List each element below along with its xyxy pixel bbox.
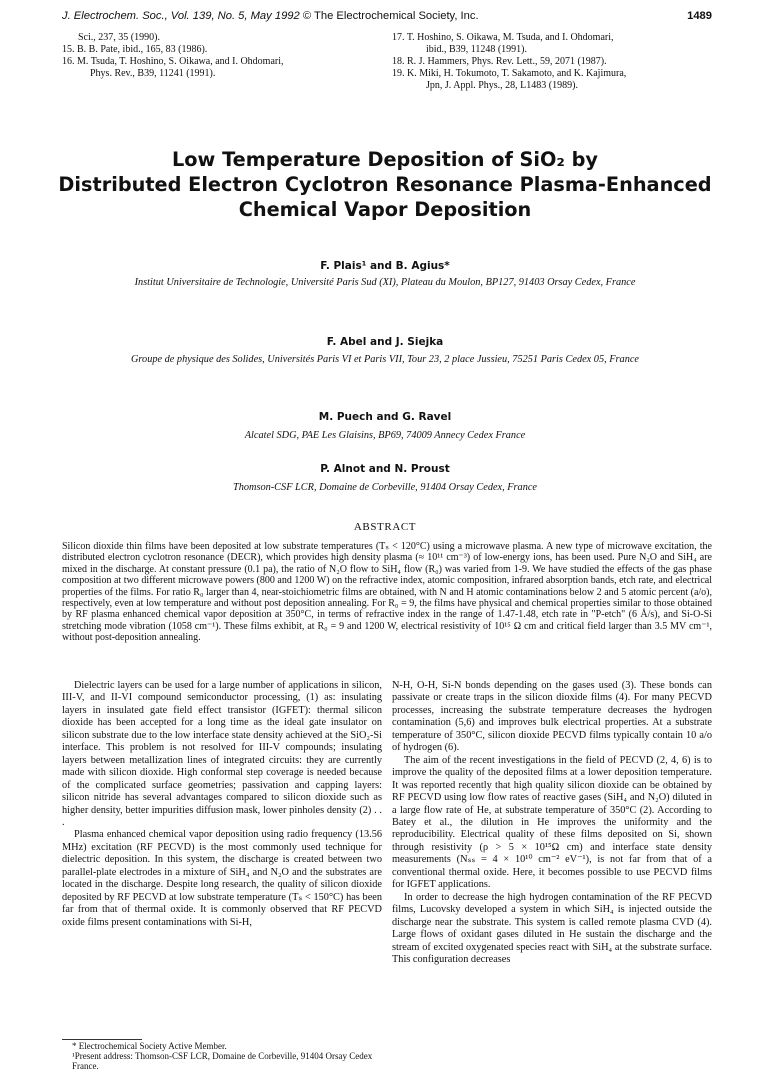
footnotes [62, 1041, 382, 1071]
reference-line: 15. B. B. Pate, ibid., 165, 83 (1986). [62, 44, 208, 55]
author-names: F. Abel and J. Siejka [326, 336, 444, 348]
abstract-heading: ABSTRACT [353, 521, 417, 533]
reference-line: 19. K. Miki, H. Tokumoto, T. Sakamoto, and K. Kajimura, [392, 68, 627, 79]
title-line: Distributed Electron Cyclotron Resonance Plasma-Enhanced [58, 173, 712, 196]
title-line: Low Temperature Deposition of SiO₂ by [172, 148, 598, 171]
reference-line: ibid., B39, 11248 (1991). [426, 44, 528, 55]
reference-line: 16. M. Tsuda, T. Hoshino, S. Oikawa, and I. Ohdomari, [62, 56, 284, 67]
title-line: Chemical Vapor Deposition [238, 198, 532, 221]
footnote-divider [62, 1039, 142, 1040]
author-affiliation: Thomson-CSF LCR, Domaine de Corbeville, 91404 Orsay Cedex, France [232, 482, 537, 493]
reference-line: Sci., 237, 35 (1990). [78, 32, 160, 43]
body-paragraph: Dielectric layers can be used for a large number of applications in silicon, III-V, and II-VI compound semiconductor processing, (1) as: insulating layers in insulated gate field effect transistor (IGFET): thermal silicon dioxide has been accepted for a long time as the ideal gate insulator on silicon substrate due to the low interface state density achieved at the SiO₂-Si interface. This problem is not resolved for III-V compounds; insulating layers between metallization lines of integrated circuits: they are currently made with silicon dioxide. High conformal step coverage is needed because of the complicated surface geometries; passivation and capping layers: silicon nitride has several advantages compared to silicon dioxide such as higher density, better impurities diffusion mask, lower pinholes density (2) . . . [62, 680, 382, 828]
body-column-left [62, 680, 382, 929]
page-number: 1489 [687, 10, 712, 22]
abstract-text: Silicon dioxide thin films have been deposited at low substrate temperatures (Tₛ < 120°C) using a microwave plasma. A new type of microwave excitation, the distributed electron cyclotron resonance (DECR), which provides high density plasma (≈ 10¹¹ cm⁻³) of low-energy ions, has been used. Pure N₂O and SiH₄ are mixed in the discharge. At constant pressure (0.1 pa), the ratio of N₂O flow to SiH₄ flow (R₀) was varied from 1-9. We have studied the effects of the gas phase composition at two different microwave powers (800 and 1200 W) on the refractive index, atomic composition, infrared absorption bands, etch rate, and electrical properties of the films. For ratio R₀ larger than 4, near-stoichiometric films are obtained, with N and H atomic contaminations below 2 and 5 atomic percent (a/o), respectively, even at low temperature and without post deposition annealing. For R₀ = 9, the films have physical and chemical properties similar to those obtained by RF plasma enhanced chemical vapor deposition at 350°C, in terms of refractive index in the range of 1.47-1.48, etch rate in "P-etch" (6 Å/s), and Si-O-Si stretching mode vibration (1058 cm⁻¹). These films exhibit, at R₀ = 9 and 1200 W, electrical resistivity of 10¹⁵ Ω cm and critical field larger than 3.5 MV cm⁻¹, without post-deposition annealing. [62, 541, 712, 644]
author-names: P. Alnot and N. Proust [320, 463, 450, 475]
body-paragraph: Plasma enhanced chemical vapor deposition using radio frequency (13.56 MHz) excitation (RF PECVD) is the most commonly used technique for dielectric deposition. In this system, the discharge is created between two parallel-plate electrodes in a mixture of SiH₄ and N₂O and the substrates are located in the discharge. Despite long research, the quality of silicon dioxide deposited by RF PECVD at low substrate temperature (Tₛ < 150°C) has been far from that of thermal oxide. It is commonly observed that RF PECVD oxide films present contaminations with Si-H, [62, 829, 382, 928]
copyright: © The Electrochemical Society, Inc. [302, 10, 479, 22]
author-names: M. Puech and G. Ravel [318, 411, 452, 423]
author-affiliation: Groupe de physique des Solides, Universités Paris VI et Paris VII, Tour 23, 2 place Jussieu, 75251 Paris Cedex 05, France [130, 354, 639, 365]
body-paragraph: In order to decrease the high hydrogen contamination of the RF PECVD films, Lucovsky developed a system in which SiH₄ is injected outside the discharge near the substrate. This system is called remote plasma CVD (4). Large flows of oxidant gases diluted in He sustain the discharge and the stream of excited oxygenated species react with SiH₄ at the substrate surface. This configuration decreases [392, 891, 712, 965]
references-right [392, 32, 712, 92]
reference-line: Jpn, J. Appl. Phys., 28, L1483 (1989). [426, 80, 578, 91]
reference-line: Phys. Rev., B39, 11241 (1991). [90, 68, 216, 79]
author-affiliation: Institut Universitaire de Technologie, Université Paris Sud (XI), Plateau du Moulon, BP127, 91403 Orsay Cedex, France [134, 277, 636, 288]
footnote: ¹Present address: Thomson-CSF LCR, Domaine de Corbeville, 91404 Orsay Cedex France. [72, 1051, 373, 1071]
footnote: * Electrochemical Society Active Member. [72, 1041, 227, 1051]
reference-line: 18. R. J. Hammers, Phys. Rev. Lett., 59, 2071 (1987). [392, 56, 607, 67]
body-paragraph: N-H, O-H, Si-N bonds depending on the gases used (3). These bonds can passivate or create traps in the silicon dioxide films (4). For many PECVD processes, increasing the substrate temperature decreases the hydrogen contamination (5,6) and improves bulk electrical properties. At a substrate temperature of 350°C, silicon dioxide PECVD films typically contain 10 a/o of hydrogen (6). [392, 680, 712, 754]
running-header [62, 10, 712, 22]
author-names: F. Plais¹ and B. Agius* [320, 260, 450, 272]
body-paragraph: The aim of the recent investigations in the field of PECVD (2, 4, 6) is to improve the quality of the deposited films at a lower deposition temperature. It was reported recently that high quality silicon dioxide can be obtained by RF PECVD using low flow rates of reactive gases (SiH₄ and N₂O) diluted in a large flow rate of He, at substrate temperature of 350°C (2). According to Batey et al., the dilution in He improves the uniformity and the reproducibility. Electrical quality of these films deposited on Si, shown through resistivity (ρ > 5 × 10¹⁵Ω cm) and interface state density measurements (Nₛₛ = 4 × 10¹⁰ cm⁻² eV⁻¹), is not far from that of a conventional thermal oxide. Here, it becomes possible to use PECVD films for IGFET applications. [392, 754, 712, 891]
reference-line: 17. T. Hoshino, S. Oikawa, M. Tsuda, and I. Ohdomari, [392, 32, 614, 43]
author-affiliation: Alcatel SDG, PAE Les Glaisins, BP69, 74009 Annecy Cedex France [244, 430, 526, 441]
references-left [62, 32, 382, 80]
body-column-right [392, 680, 712, 966]
journal-citation: J. Electrochem. Soc., Vol. 139, No. 5, May 1992 [62, 10, 300, 22]
paper-title [40, 147, 730, 222]
